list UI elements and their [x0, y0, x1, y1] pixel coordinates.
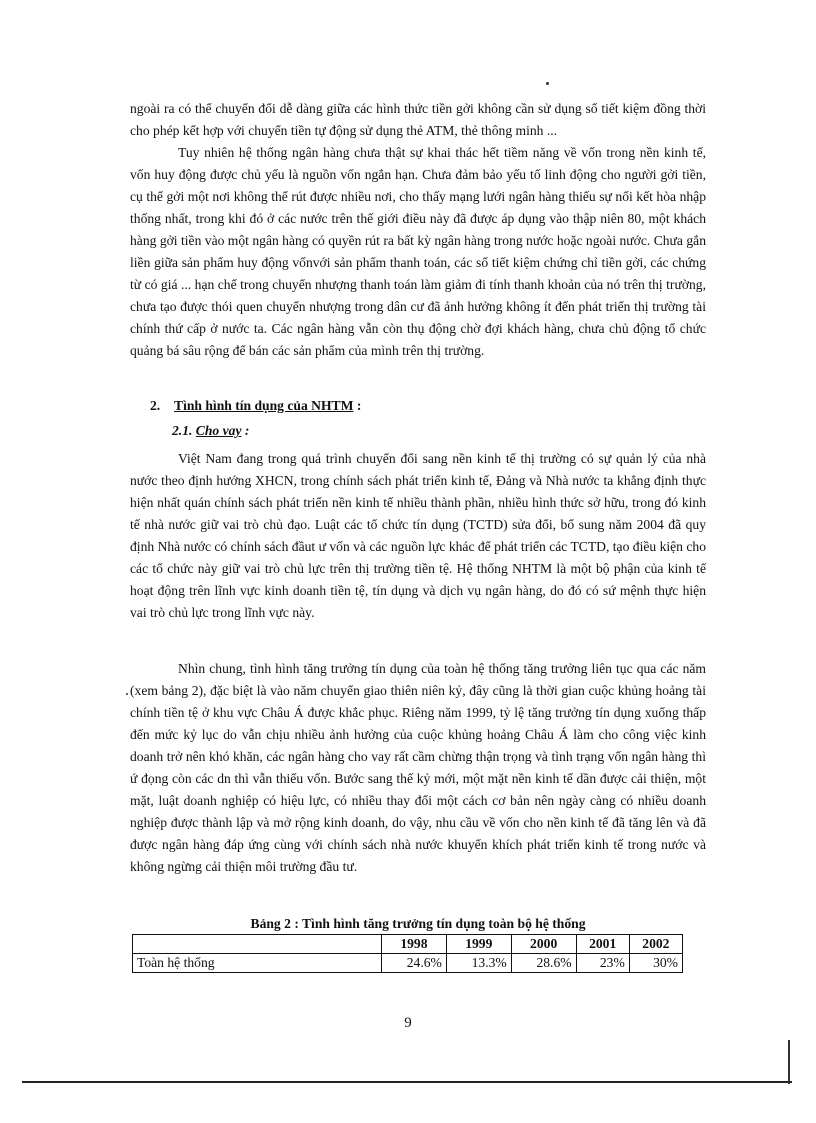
subsection-title: Cho vay — [195, 423, 242, 438]
scan-speck — [546, 82, 549, 85]
subsection-suffix: : — [241, 423, 250, 438]
table-year-2002: 2002 — [629, 935, 682, 954]
paragraph-vietnam-economy: Việt Nam đang trong quá trình chuyển đổi sang nền kinh tế thị trường có sự quản lý của nhà nước theo định hướng XHCN, trong chính sách phát triển kinh tế, Đảng và Nhà nước ta khẳng định thực hiện nhất quán chính sách phát triển nền kinh tế nhiều thành phần, nhiều hình thức sở hữu, trong đó kinh tế nhà nước giữ vai trò chủ đạo. Luật các tổ chức tín dụng (TCTD) sửa đổi, bổ sung năm 2004 đã quy định Nhà nước có chính sách đầut ư vốn và các nguồn lực khác để phát triển các TCTD, tạo điều kiện cho các tổ chức này giữ vai trò chủ lực trên thị trường tiền tệ. Hệ thống NHTM là một bộ phận của kinh tế hoạt động trên lĩnh vực kinh doanh tiền tệ, tín dụng và dịch vụ ngân hàng, do đó có sứ mệnh thực hiện vai trò chủ lực trong lĩnh vực này. — [130, 451, 707, 620]
table-value-1998: 24.6% — [382, 954, 447, 973]
table-year-2001: 2001 — [576, 935, 629, 954]
table-year-1999: 1999 — [446, 935, 511, 954]
section-title: Tình hình tín dụng của NHTM — [174, 398, 354, 413]
section-heading — [150, 398, 361, 414]
scan-bottom-rule — [22, 1081, 792, 1083]
page-number: 9 — [404, 1015, 412, 1031]
subsection-number: 2.1. — [172, 423, 196, 438]
credit-growth-table — [132, 934, 683, 973]
table-value-2001: 23% — [576, 954, 629, 973]
section-number: 2. — [150, 398, 161, 413]
table-year-2000: 2000 — [511, 935, 576, 954]
table-row — [133, 954, 683, 973]
subsection-heading — [172, 423, 249, 439]
table-value-2002: 30% — [629, 954, 682, 973]
table-value-1999: 13.3% — [446, 954, 511, 973]
paragraph-atm-transfer: ngoài ra có thể chuyển đổi dễ dàng giữa các hình thức tiền gởi không cần sử dụng sổ tiết kiệm đồng thời cho phép kết hợp với chuyển tiền tự động sử dụng thẻ ATM, thẻ thông minh ... — [130, 101, 706, 138]
table-row-label: Toàn hệ thống — [133, 954, 382, 973]
table-header-blank — [133, 935, 382, 954]
scan-speck — [126, 693, 128, 695]
paragraph-capital-limitations: Tuy nhiên hệ thống ngân hàng chưa thật sự khai thác hết tiềm năng về vốn trong nền kinh tế, vốn huy động được chủ yếu là nguồn vốn ngắn hạn. Chưa đảm bảo yếu tố linh động cho người gởi tiền, cụ thể gởi một nơi không thể rút được nhiều nơi, cho thấy mạng lưới ngân hàng thiếu sự nối kết hòa nhập thống nhất, trong khi đó ở các nước trên thế giới điều này đã được áp dụng vào thập niên 80, một khách hàng gởi tiền vào một ngân hàng có quyền rút ra bất kỳ ngân hàng trong nước hoặc ngoài nước. Chưa gắn liền giữa sản phẩm huy động vốnvới sản phẩm thanh toán, các sổ tiết kiệm chứng chỉ tiền gởi, các chứng từ có giá ... hạn chế trong chuyển nhượng thanh toán làm giảm đi tính thanh khoản của nó trên thị trường, chưa tạo được thói quen chuyển nhượng trong dân cư đã ảnh hưởng không ít đến phát triển thị trường tài chính thứ cấp ở nước ta. Các ngân hàng vẫn còn thụ động chờ đợi khách hàng, chưa chủ động tổ chức quảng bá sâu rộng để bán các sản phẩm của mình trên thị trường. — [130, 145, 706, 358]
table-value-2000: 28.6% — [511, 954, 576, 973]
scan-right-rule — [788, 1040, 790, 1084]
paragraph-credit-growth: Nhìn chung, tình hình tăng trưởng tín dụng của toàn hệ thống tăng trưởng liên tục qua các năm (xem bảng 2), đặc biệt là vào năm chuyển giao thiên niên kỷ, đây cũng là thời gian cuộc khủng hoảng tài chính tiền tệ ở khu vực Châu Á được khắc phục. Riêng năm 1999, tỷ lệ tăng trưởng tín dụng xuống thấp đến mức kỷ lục do vẫn chịu nhiều ảnh hưởng của cuộc khủng hoảng Châu Á làm cho công việc kinh doanh trở nên khó khăn, các ngân hàng cho vay rất cầm chừng thận trọng và tình trạng vốn ngân hàng thì ứ đọng còn các dn thì vẫn thiếu vốn. Bước sang thế kỷ mới, một mặt nền kinh tế dần được cải thiện, một mặt, luật doanh nghiệp có hiệu lực, có nhiều thay đổi một cách cơ bản nên ngày càng có nhiều doanh nghiệp được thành lập và mở rộng kinh doanh, do vậy, nhu cầu về vốn cho nền kinh tế đã tăng lên và đã được ngân hàng đáp ứng cùng với chính sách nhà nước khuyến khích phát triển kinh tế trong nước và không ngừng cải thiện môi trường đầu tư. — [130, 661, 706, 874]
section-suffix: : — [353, 398, 362, 413]
table-header-row — [133, 935, 683, 954]
table-caption: Bảng 2 : Tình hình tăng trưởng tín dụng toàn bộ hệ thống — [250, 916, 586, 931]
table-year-1998: 1998 — [382, 935, 447, 954]
